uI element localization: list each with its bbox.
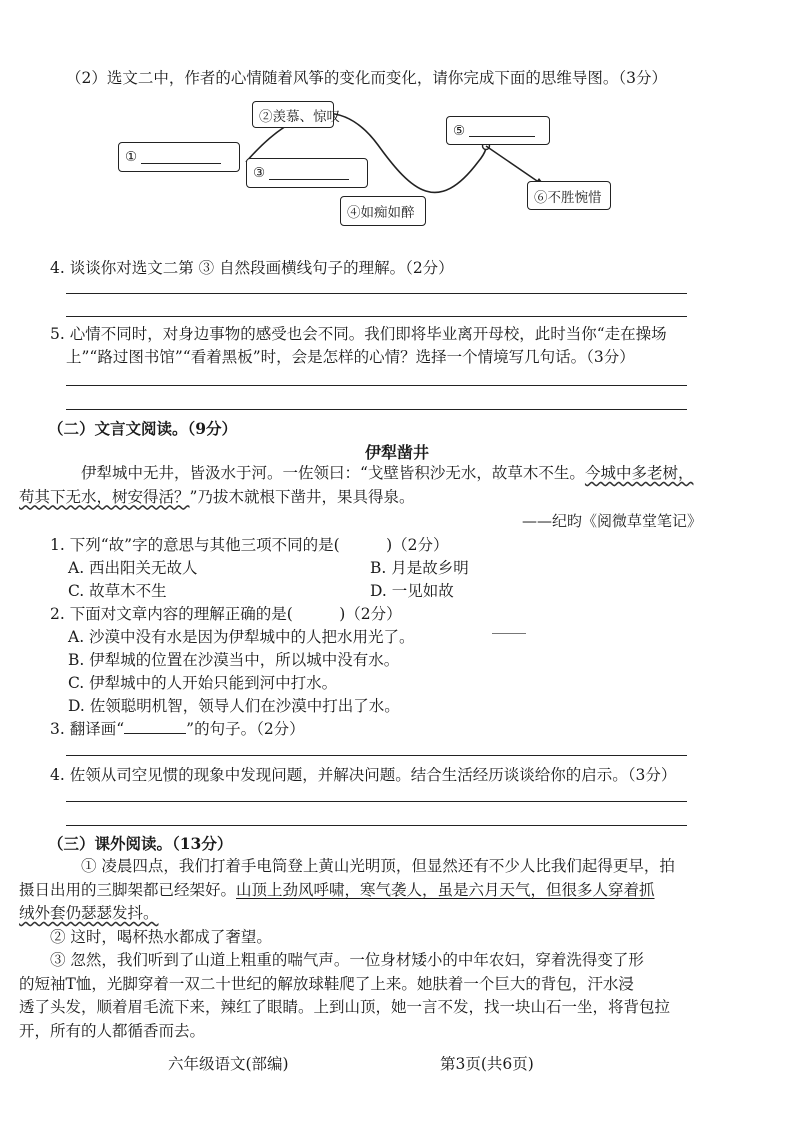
passage-source: ——纪昀《阅微草堂笔记》 bbox=[521, 512, 702, 530]
answer-line[interactable] bbox=[66, 755, 687, 756]
question-4-text: 4. 谈谈你对选文二第 ③ 自然段画横线句子的理解。（2分） bbox=[50, 259, 454, 277]
passage-title: 伊犁凿井 bbox=[364, 443, 429, 462]
s2-question-4: 4. 佐领从司空见惯的现象中发现问题，并解决问题。结合生活经历谈谈给你的启示。（3分） bbox=[50, 766, 677, 784]
answer-blank[interactable] bbox=[141, 151, 221, 164]
answer-line[interactable] bbox=[66, 385, 687, 386]
underline-sample bbox=[124, 719, 186, 734]
mindmap-box-3[interactable]: ③ bbox=[246, 158, 368, 188]
s2-q2-option-b[interactable]: B. 伊犁城的位置在沙漠当中，所以城中没有水。 bbox=[68, 651, 400, 669]
answer-line[interactable] bbox=[66, 409, 687, 410]
section-3-heading: （三）课外阅读。（13分） bbox=[48, 834, 233, 853]
s2-q1-option-c[interactable]: C. 故草木不生 bbox=[68, 582, 167, 600]
s2-q2-option-a[interactable]: A. 沙漠中没有水是因为伊犁城中的人把水用光了。 bbox=[68, 628, 415, 646]
answer-line[interactable] bbox=[66, 801, 687, 802]
s2-q1-option-d[interactable]: D. 一见如故 bbox=[370, 582, 454, 600]
passage-modern: ① 凌晨四点，我们打着手电筒登上黄山光明顶，但显然还有不少人比我们起得更早，拍 摄日出用的三脚架都已经架好。山顶上劲风呼啸，寒气袭人，虽是六月天气，但很多人穿着抓 绒外套仍瑟瑟发抖。 ② 这时，喝杯热水都成了奢望。 ③ 忽然，我们听到了山道上粗重的喘气声。一位身材矮小的中年农妇，穿着洗得变了形 的短袖T恤，光脚穿着一双二十世纪的解放球鞋爬了上来。她肤着一个巨大的背包，汗水浸 透了头发，顺着眉毛流下来，辣红了眼睛。上到山顶，她一言不发，找一块山石一坐，将背包拉 开，所有的人都循香而去。 bbox=[19, 857, 675, 1040]
s2-q1-option-b[interactable]: B. 月是故乡明 bbox=[370, 559, 469, 577]
s2-question-1-stem: 1. 下列“故”字的意思与其他三项不同的是( )（2分） bbox=[50, 536, 449, 554]
question-5-line-2: 上”“路过图书馆”“看着黑板”时，会是怎样的心情？选择一个情境写几句话。（3分） bbox=[66, 348, 635, 366]
passage-classical: 伊犁城中无井，皆汲水于河。一佐领曰：“戈壁皆积沙无水，故草木不生。今城中多老树， 苟其下无水，树安得活？”乃拔木就根下凿井，果具得泉。 bbox=[19, 464, 694, 506]
answer-blank[interactable] bbox=[469, 124, 535, 137]
mindmap-box-6: ⑥不胜惋惜 bbox=[527, 181, 611, 210]
footer-subject: 六年级语文(部编) bbox=[168, 1055, 289, 1073]
s2-q1-option-a[interactable]: A. 西出阳关无故人 bbox=[68, 559, 198, 577]
section-2-heading: （二）文言文阅读。（9分） bbox=[48, 419, 238, 438]
mindmap-box-5[interactable]: ⑤ bbox=[446, 116, 550, 145]
answer-blank[interactable] bbox=[269, 167, 349, 180]
answer-line[interactable] bbox=[66, 316, 687, 317]
answer-line[interactable] bbox=[66, 825, 687, 826]
scan-mark bbox=[492, 633, 526, 634]
s2-q2-option-d[interactable]: D. 佐领聪明机智，领导人们在沙漠中打出了水。 bbox=[68, 697, 400, 715]
s2-question-2-stem: 2. 下面对文章内容的理解正确的是( )（2分） bbox=[50, 605, 402, 623]
question-2-text: （2）选文二中，作者的心情随着风筝的变化而变化，请你完成下面的思维导图。（3分） bbox=[66, 69, 667, 87]
mindmap-box-1[interactable]: ① bbox=[118, 142, 240, 172]
footer-page-number: 第3页(共6页) bbox=[440, 1055, 534, 1073]
s2-question-3: 3. 翻译画“ ”的句子。（2分） bbox=[50, 720, 305, 738]
mindmap-box-2: ②羡慕、惊叹 bbox=[252, 101, 334, 128]
answer-line[interactable] bbox=[66, 293, 687, 294]
s2-q2-option-c[interactable]: C. 伊犁城中的人开始只能到河中打水。 bbox=[68, 674, 338, 692]
mindmap-box-4: ④如痴如醉 bbox=[340, 196, 426, 226]
question-5-line-1: 5. 心情不同时，对身边事物的感受也会不同。我们即将毕业离开母校，此时当你“走在操场 bbox=[50, 325, 667, 343]
